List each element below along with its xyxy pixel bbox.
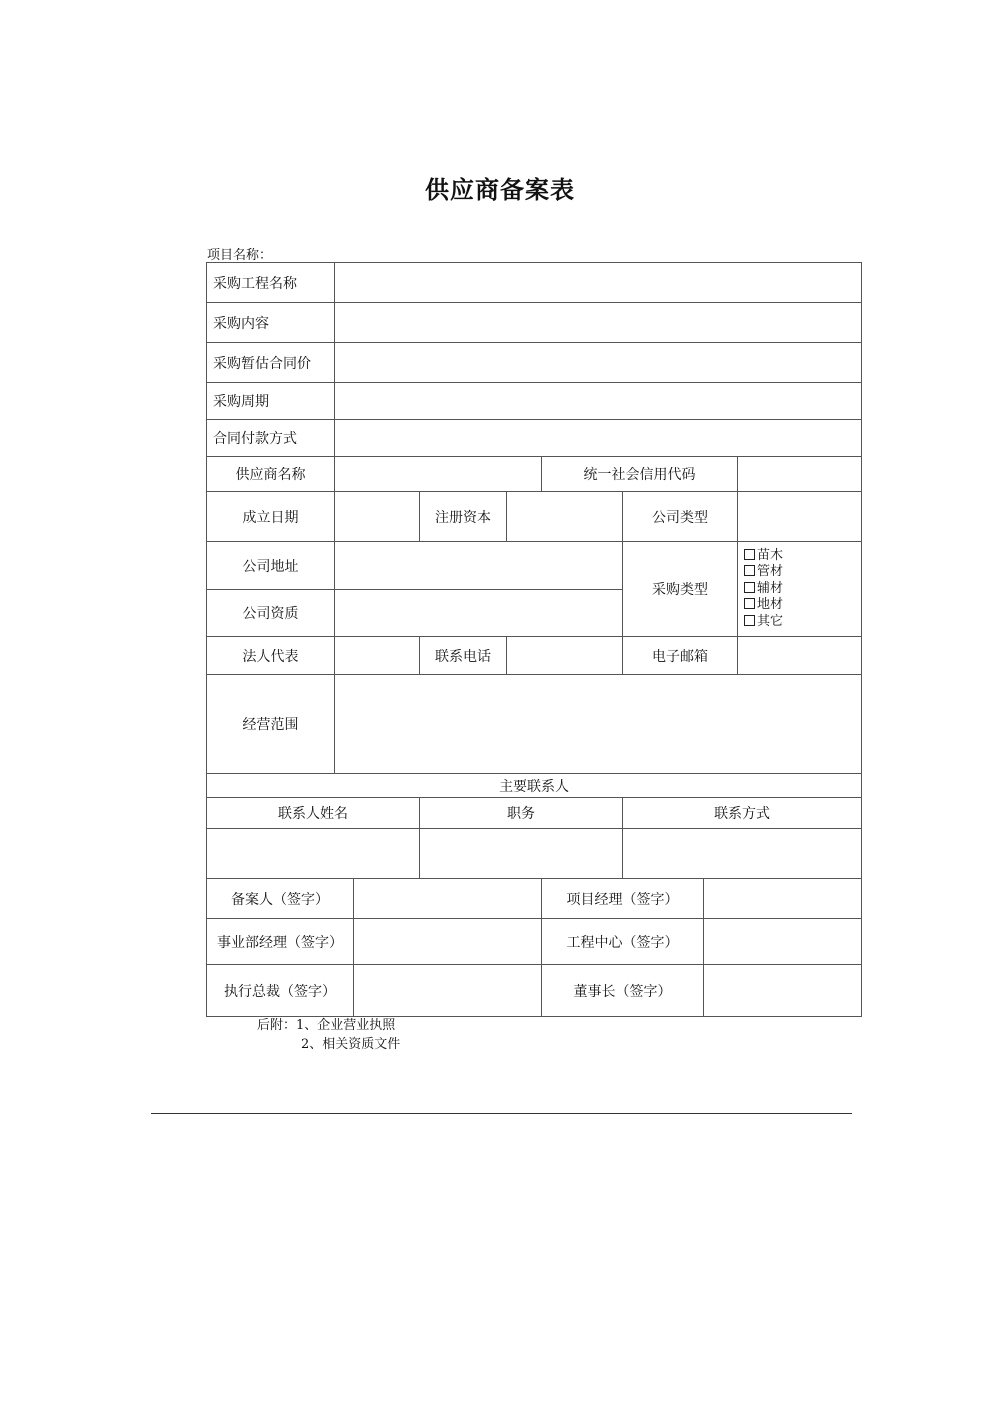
credit-code-field[interactable] (738, 457, 862, 492)
estimated-contract-price-field[interactable] (335, 343, 862, 383)
procurement-type-label: 采购类型 (623, 542, 738, 637)
checkbox-icon (744, 582, 755, 593)
executive-president-sign-label: 执行总裁（签字） (207, 965, 354, 1017)
credit-code-label: 统一社会信用代码 (542, 457, 738, 492)
option-pipes[interactable]: 管材 (744, 564, 861, 581)
procurement-project-name-field[interactable] (335, 263, 862, 303)
contact-method-field[interactable] (623, 829, 862, 879)
contact-method-header: 联系方式 (623, 798, 862, 829)
registered-capital-field[interactable] (507, 492, 623, 542)
attachment-line-1: 后附：1、企业营业执照 (257, 1018, 396, 1033)
checkbox-icon (744, 598, 755, 609)
contact-phone-field[interactable] (507, 637, 623, 675)
estimated-contract-price-label: 采购暂估合同价 (207, 343, 335, 383)
contact-name-header: 联系人姓名 (207, 798, 420, 829)
contact-name-field[interactable] (207, 829, 420, 879)
supplier-name-label: 供应商名称 (207, 457, 335, 492)
checkbox-icon (744, 549, 755, 560)
company-type-field[interactable] (738, 492, 862, 542)
procurement-type-options (738, 542, 862, 637)
executive-president-sign-field[interactable] (354, 965, 542, 1017)
legal-representative-field[interactable] (335, 637, 420, 675)
supplier-name-field[interactable] (335, 457, 542, 492)
contact-phone-label: 联系电话 (420, 637, 507, 675)
option-seedlings[interactable]: 苗木 (744, 548, 861, 565)
procurement-content-label: 采购内容 (207, 303, 335, 343)
main-contacts-header: 主要联系人 (207, 774, 862, 798)
registered-capital-label: 注册资本 (420, 492, 507, 542)
engineering-center-sign-field[interactable] (704, 919, 862, 965)
procurement-project-name-label: 采购工程名称 (207, 263, 335, 303)
company-qualification-field[interactable] (335, 590, 623, 637)
filer-sign-label: 备案人（签字） (207, 879, 354, 919)
division-manager-sign-label: 事业部经理（签字） (207, 919, 354, 965)
document-title: 供应商备案表 (425, 175, 575, 204)
company-address-label: 公司地址 (207, 542, 335, 590)
footer-divider (151, 1113, 852, 1114)
company-address-field[interactable] (335, 542, 623, 590)
option-ground-materials[interactable]: 地材 (744, 597, 861, 614)
business-scope-label: 经营范围 (207, 675, 335, 774)
company-qualification-label: 公司资质 (207, 590, 335, 637)
chairman-sign-field[interactable] (704, 965, 862, 1017)
legal-representative-label: 法人代表 (207, 637, 335, 675)
option-other[interactable]: 其它 (744, 614, 861, 631)
company-type-label: 公司类型 (623, 492, 738, 542)
project-name-label: 项目名称： (207, 248, 273, 263)
filer-sign-field[interactable] (354, 879, 542, 919)
procurement-period-label: 采购周期 (207, 383, 335, 420)
establishment-date-label: 成立日期 (207, 492, 335, 542)
option-auxiliary-materials[interactable]: 辅材 (744, 581, 861, 598)
engineering-center-sign-label: 工程中心（签字） (542, 919, 704, 965)
project-manager-sign-field[interactable] (704, 879, 862, 919)
establishment-date-field[interactable] (335, 492, 420, 542)
procurement-period-field[interactable] (335, 383, 862, 420)
business-scope-field[interactable] (335, 675, 862, 774)
position-header: 职务 (420, 798, 623, 829)
email-label: 电子邮箱 (623, 637, 738, 675)
supplier-filing-form (206, 262, 862, 1017)
payment-method-field[interactable] (335, 420, 862, 457)
attachment-line-2: 2、相关资质文件 (301, 1037, 401, 1052)
position-field[interactable] (420, 829, 623, 879)
email-field[interactable] (738, 637, 862, 675)
procurement-content-field[interactable] (335, 303, 862, 343)
attachments-note (257, 1016, 400, 1054)
checkbox-icon (744, 565, 755, 576)
project-manager-sign-label: 项目经理（签字） (542, 879, 704, 919)
checkbox-icon (744, 615, 755, 626)
chairman-sign-label: 董事长（签字） (542, 965, 704, 1017)
division-manager-sign-field[interactable] (354, 919, 542, 965)
payment-method-label: 合同付款方式 (207, 420, 335, 457)
